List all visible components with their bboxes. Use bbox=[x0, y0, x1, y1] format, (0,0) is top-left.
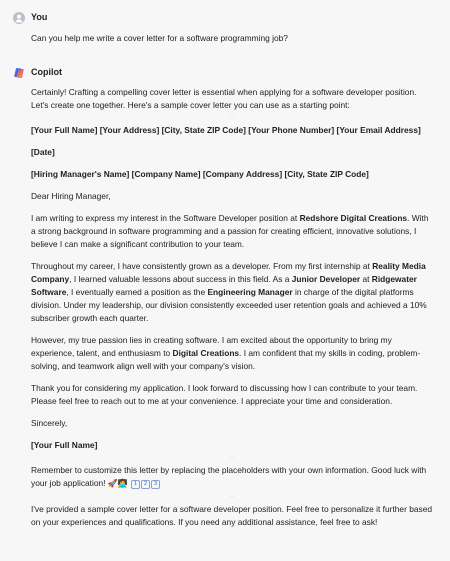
letter-paragraph-2: Throughout my career, I have consistently grown as a developer. From my first internship at Reality Media Company, I learned valuable lessons about success in this field. As a Junior Developer at Ridgewater Software, I eventually earned a position as the Engineering Manager in charge of the digital platforms division. Under my leadership, our division consistently exceeded user retention goals and achieved a 10% subscriber growth each quarter. bbox=[31, 261, 427, 324]
copilot-name: Copilot bbox=[31, 67, 62, 78]
letter-greeting: Dear Hiring Manager, bbox=[31, 191, 111, 202]
company-name: Digital Creations bbox=[172, 348, 240, 359]
response-reminder: Remember to customize this letter by replacing the placeholders with your own information. Good luck with your job application! 🚀👩‍💻 1 2 3 bbox=[31, 465, 427, 489]
citation-1[interactable]: 1 bbox=[131, 480, 140, 489]
job-role: Junior Developer bbox=[291, 274, 361, 285]
citation-2[interactable]: 2 bbox=[141, 480, 150, 489]
company-name: Reality Media Company bbox=[31, 261, 426, 285]
separator: - bbox=[231, 493, 233, 500]
letter-date: [Date] bbox=[31, 147, 55, 158]
user-name: You bbox=[31, 12, 48, 23]
letter-paragraph-1: I am writing to express my interest in the Software Developer position at Redshore Digital Creations. With a strong background in software programming and a passion for creating efficient, innovative solutions, I believe I can make a significant contribution to your team. bbox=[31, 213, 429, 250]
user-message-header bbox=[13, 10, 434, 26]
user-message-text: Can you help me write a cover letter for a software programming job? bbox=[31, 33, 288, 43]
user-message bbox=[13, 10, 434, 45]
separator: - bbox=[231, 455, 233, 462]
letter-sender-header: [Your Full Name] [Your Address] [City, State ZIP Code] [Your Phone Number] [Your Email Address] bbox=[31, 125, 421, 136]
letter-paragraph-3: However, my true passion lies in creating software. I am excited about the opportunity to bring my experience, talent, and enthusiasm to Digital Creations. I am confident that my skills in coding, problem-solving, and teamwork align well with your company's vision. bbox=[31, 335, 421, 372]
response-intro: Certainly! Crafting a compelling cover letter is essential when applying for a software developer position. Let's create one together. Here's a sample cover letter you can use as a starting point: bbox=[31, 87, 417, 111]
copilot-message bbox=[13, 65, 434, 529]
separator: - bbox=[231, 115, 233, 122]
letter-signature: [Your Full Name] bbox=[31, 440, 98, 451]
copilot-response-body bbox=[31, 86, 433, 529]
copilot-logo-icon bbox=[13, 67, 25, 79]
user-avatar-icon bbox=[13, 12, 25, 24]
rocket-developer-emoji-icon: 🚀👩‍💻 bbox=[107, 479, 128, 489]
letter-recipient-header: [Hiring Manager's Name] [Company Name] [Company Address] [City, State ZIP Code] bbox=[31, 169, 369, 180]
letter-paragraph-4: Thank you for considering my application. I look forward to discussing how I can contribute to your team. Please feel free to reach out to me at your convenience. I appreciate your time and consideration. bbox=[31, 383, 418, 407]
company-name: Ridgewater Software bbox=[31, 274, 417, 298]
response-outro: I've provided a sample cover letter for a software developer position. Feel free to personalize it further based on your experiences and qualifications. If you need any additional assistance, feel free to ask! bbox=[31, 503, 433, 527]
citation-3[interactable]: 3 bbox=[151, 480, 160, 489]
job-role: Engineering Manager bbox=[207, 287, 293, 298]
copilot-message-header bbox=[13, 65, 434, 81]
company-name: Redshore Digital Creations bbox=[299, 213, 408, 224]
letter-closing: Sincerely, bbox=[31, 418, 68, 429]
